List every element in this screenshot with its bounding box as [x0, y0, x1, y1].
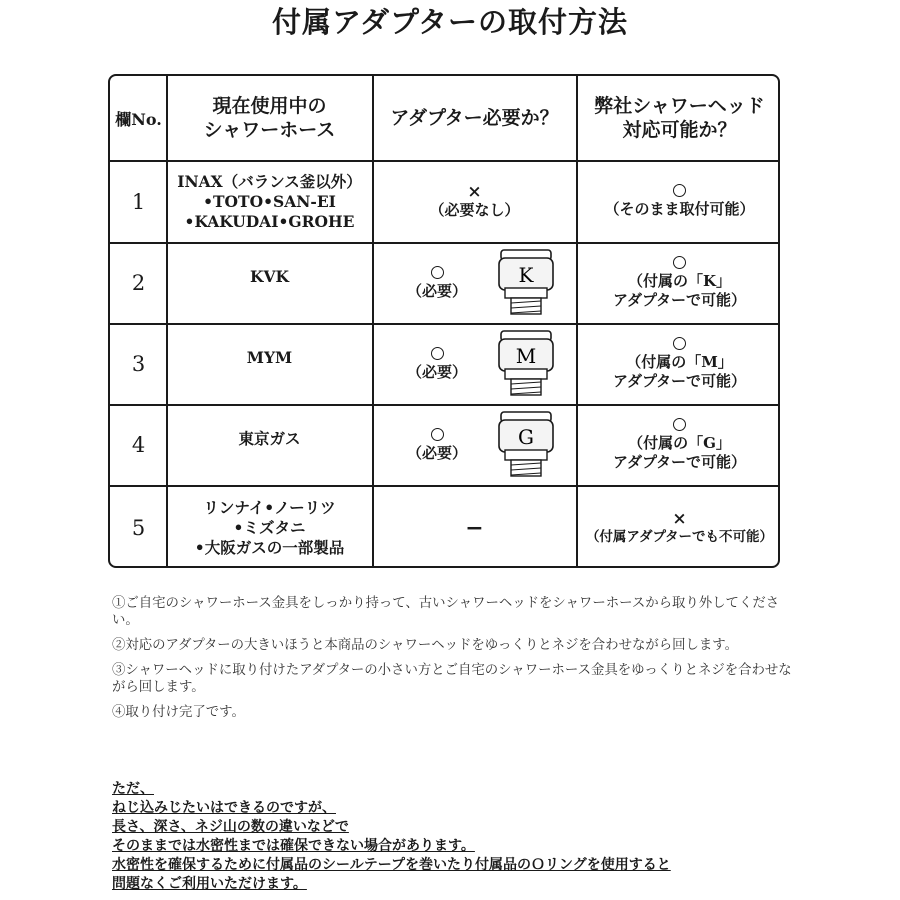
circle-icon: [673, 256, 686, 269]
maker-name: MYM: [246, 348, 293, 367]
caution-note: [112, 780, 812, 894]
compat-cell: [577, 486, 780, 568]
adapter-need-cell: [373, 161, 576, 242]
note-line: そのままでは水密性までは確保できない場合があります。: [112, 838, 475, 854]
compat-text: （そのまま取付可能）: [604, 200, 755, 218]
maker-name: •大阪ガスの一部製品: [194, 538, 345, 557]
compat-cell: [577, 161, 780, 242]
adapter-letter: G: [518, 425, 534, 449]
instruction-step: ③シャワーヘッドに取り付けたアダプターの小さい方とご自宅のシャワーホース金具をゆっくりとネジを合わせながら回します。: [112, 663, 792, 695]
adapter-k-illustration: [495, 248, 557, 322]
adapter-need-cell: [392, 324, 482, 404]
row-number: 5: [131, 516, 146, 540]
circle-icon: [431, 428, 444, 441]
adapter-compat-table: [108, 74, 780, 568]
header-adapter: アダプター必要か？: [390, 107, 559, 129]
circle-icon: [673, 337, 686, 350]
instruction-step: ①ご自宅のシャワーホース金具をしっかり持って、古いシャワーヘッドをシャワーホースから取り外してください。: [112, 596, 780, 628]
header-hose-line2: シャワーホース: [203, 119, 336, 141]
note-line: ただ、: [112, 781, 154, 797]
adapter-need-cell: [392, 243, 482, 323]
maker-name: INAX（バランス釜以外）: [177, 171, 362, 191]
header-hose: [167, 76, 372, 160]
need-text: （必要）: [406, 443, 467, 462]
note-line: 長さ、深さ、ネジ山の数の違いなどで: [112, 819, 349, 835]
compat-cell: [577, 324, 780, 404]
header-compat-line1: 弊社シャワーヘッド: [594, 95, 765, 117]
instruction-step: ②対応のアダプターの大きいほうと本商品のシャワーヘッドをゆっくりとネジを合わせながら回します。: [112, 638, 739, 653]
row-number: 3: [131, 352, 146, 376]
compat-text: アダプターで可能）: [613, 372, 746, 390]
compat-text: （付属の「M」: [626, 353, 733, 371]
circle-icon: [431, 266, 444, 279]
compat-text: （付属の「K」: [627, 272, 732, 290]
instructions: [112, 595, 802, 729]
maker-name: •ミズタニ: [233, 518, 306, 537]
maker-cell: [167, 486, 372, 568]
circle-icon: [431, 347, 444, 360]
maker-name: •TOTO•SAN-EI: [203, 191, 336, 211]
row-number: 4: [131, 433, 146, 457]
page-title: 付属アダプターの取付方法: [272, 5, 628, 39]
compat-cell: [577, 243, 780, 323]
cross-mark: ×: [467, 182, 482, 202]
adapter-m-illustration: [495, 329, 557, 403]
maker-name: •KAKUDAI•GROHE: [184, 211, 355, 231]
header-hose-line1: 現在使用中の: [212, 95, 327, 117]
compat-cell: [577, 405, 780, 485]
note-line: ねじ込みじたいはできるのですが、: [112, 800, 336, 816]
compat-text: アダプターで可能）: [613, 291, 746, 309]
compat-text: （付属アダプターでも不可能）: [585, 528, 774, 545]
adapter-letter: M: [515, 344, 537, 368]
need-text: （必要なし）: [429, 201, 520, 219]
circle-icon: [673, 418, 686, 431]
cross-mark: ×: [672, 508, 687, 529]
adapter-need-cell: [373, 486, 576, 568]
instruction-step: ④取り付け完了です。: [112, 705, 245, 720]
adapter-g-illustration: [495, 410, 557, 484]
adapter-letter: K: [518, 263, 534, 287]
row-number: 1: [131, 189, 146, 214]
adapter-need-cell: [392, 405, 482, 485]
compat-text: アダプターで可能）: [613, 453, 746, 471]
header-no: 欄No.: [115, 109, 162, 129]
row-number: 2: [131, 271, 146, 295]
maker-name: 東京ガス: [238, 429, 301, 448]
dash-mark: −: [465, 515, 484, 541]
note-line: 問題なくご利用いただけます。: [112, 876, 307, 892]
maker-cell: [167, 161, 372, 242]
circle-icon: [673, 184, 686, 197]
note-line: 水密性を確保するために付属品のシールテープを巻いたり付属品のＯリングを使用すると: [112, 857, 671, 873]
need-text: （必要）: [406, 362, 467, 381]
header-compat-line2: 対応可能か？: [622, 119, 737, 141]
compat-text: （付属の「G」: [628, 434, 731, 452]
need-text: （必要）: [406, 281, 467, 300]
maker-name: リンナイ•ノーリツ: [203, 498, 336, 517]
header-compat: [577, 76, 780, 160]
maker-name: KVK: [250, 267, 289, 286]
maker-cell: [167, 243, 372, 323]
maker-cell: [167, 324, 372, 404]
maker-cell: [167, 405, 372, 485]
